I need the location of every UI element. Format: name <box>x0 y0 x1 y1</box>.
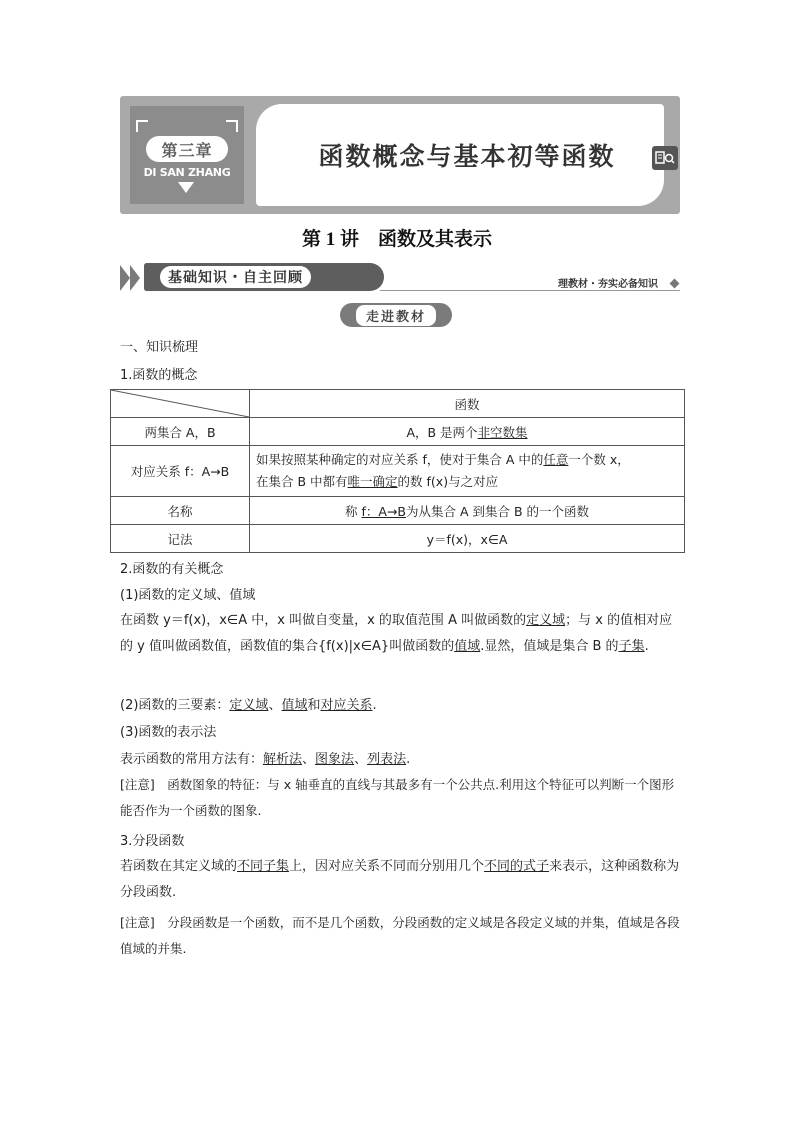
chevron-right-icon <box>130 265 140 291</box>
heading-related-concepts: 2.函数的有关概念 <box>120 562 224 577</box>
chevron-right-icon <box>120 265 130 291</box>
note-function-graph: [注意] 函数图象的特征：与 x 轴垂直的直线与其最多有一个公共点.利用这个特征可以判断一个图形能否作为一个函数的图象. <box>120 777 675 818</box>
paragraph-representation: 表示函数的常用方法有：解析法、图象法、列表法. <box>120 752 411 767</box>
row-label: 记法 <box>111 525 250 553</box>
chapter-badge <box>130 106 244 204</box>
paragraph-domain-range: 在函数 y＝f(x)，x∈A 中，x 叫做自变量，x 的取值范围 A 叫做函数的定义域；与 x 的值相对应的 y 值叫做函数值，函数值的集合{f(x)|x∈A}叫做函数的值域.显然，值域是集合 B 的子集. <box>120 613 673 654</box>
table-row <box>111 418 685 446</box>
chapter-pinyin: DI SAN ZHANG <box>143 166 231 179</box>
table-row <box>111 497 685 525</box>
table-row <box>111 525 685 553</box>
concept-table <box>110 389 685 553</box>
subsection-label: 走进教材 <box>356 305 436 326</box>
chapter-number: 第三章 <box>161 140 213 160</box>
paragraph-piecewise: 若函数在其定义域的不同子集上，因对应关系不同而分别用几个不同的式子来表示，这种函数称为分段函数. <box>120 859 680 900</box>
row-value: A，B 是两个非空数集 <box>250 418 685 446</box>
paragraph-three-elements: (2)函数的三要素：定义域、值域和对应关系. <box>120 698 377 713</box>
row-value: 称 f：A→B为从集合 A 到集合 B 的一个函数 <box>250 497 685 525</box>
triangle-down-icon <box>178 182 194 193</box>
row-label: 两集合 A，B <box>111 418 250 446</box>
divider <box>380 290 680 291</box>
corner-decoration <box>226 120 238 132</box>
table-row <box>111 390 685 418</box>
note-piecewise: [注意] 分段函数是一个函数，而不是几个函数，分段函数的定义域是各段定义域的并集，值域是各段值域的并集. <box>120 915 680 956</box>
section-bar <box>120 263 680 293</box>
table-header: 函数 <box>250 390 685 418</box>
table-corner-cell <box>111 390 250 418</box>
section-label: 基础知识・自主回顾 <box>160 266 311 288</box>
chapter-number-pill <box>146 136 228 162</box>
row-value: 如果按照某种确定的对应关系 f，使对于集合 A 中的任意一个数 x， 在集合 B 中都有唯一确定的数 f(x)与之对应 <box>250 446 685 497</box>
heading-knowledge: 一、知识梳理 <box>120 340 199 355</box>
book-search-icon <box>652 146 678 170</box>
row-value: y＝f(x)，x∈A <box>250 525 685 553</box>
chapter-banner <box>120 96 680 214</box>
row-label: 对应关系 f：A→B <box>111 446 250 497</box>
heading-piecewise: 3.分段函数 <box>120 834 185 849</box>
chapter-title: 函数概念与基本初等函数 <box>318 142 616 171</box>
row-label: 名称 <box>111 497 250 525</box>
lecture-title: 第 1 讲 函数及其表示 <box>301 229 492 250</box>
table-row <box>111 446 685 497</box>
corner-decoration <box>136 120 148 132</box>
diamond-icon <box>670 279 680 289</box>
subsection-badge <box>340 303 452 327</box>
subheading-domain-range: (1)函数的定义域、值域 <box>120 588 256 603</box>
heading-function-concept: 1.函数的概念 <box>120 368 198 383</box>
section-tagline: 理教材・夯实必备知识 <box>558 279 658 290</box>
chapter-title-panel <box>256 104 664 206</box>
subheading-representation: (3)函数的表示法 <box>120 725 217 740</box>
